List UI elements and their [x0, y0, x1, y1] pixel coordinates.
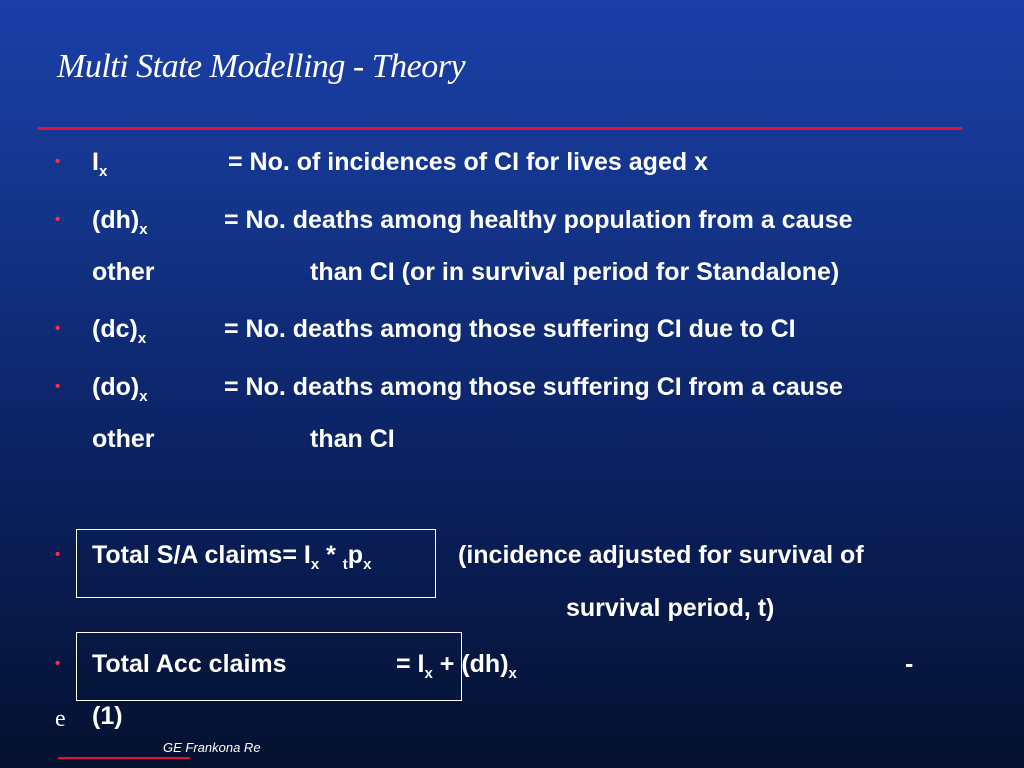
acc-claims-continuation: (1) [92, 702, 123, 730]
bullet-marker: • [55, 546, 61, 563]
definition-continuation-text: than CI [310, 425, 395, 453]
slide-title: Multi State Modelling - Theory [57, 48, 466, 85]
acc-claims-label: Total Acc claims [92, 650, 287, 678]
definition-continuation-label: other [92, 258, 155, 286]
acc-claims-subscript-x: x [424, 665, 433, 682]
term-incidences [92, 148, 108, 180]
term-label: (dc) [92, 315, 138, 343]
definition-continuation-label: other [92, 425, 155, 453]
term-other-deaths [92, 373, 148, 405]
stray-character: e [55, 706, 66, 732]
sa-claims-times: * [319, 541, 343, 569]
sa-claims-formula [92, 541, 372, 573]
sa-claims-p: p [347, 541, 364, 569]
term-subscript: x [98, 163, 108, 180]
definition-healthy-deaths: = No. deaths among healthy population from a cause [224, 206, 853, 234]
acc-claims-formula [396, 650, 517, 682]
sa-claims-label: Total S/A claims= I [92, 541, 311, 569]
acc-claims-dash: - [905, 650, 914, 678]
term-subscript: x [137, 330, 147, 347]
sa-claims-subscript-x: x [310, 556, 320, 573]
term-subscript: x [139, 221, 148, 238]
footer-brand: GE Frankona Re [163, 740, 261, 755]
definition-continuation-text: than CI (or in survival period for Standalone) [310, 258, 840, 286]
sa-claims-subscript-t: t [342, 556, 348, 573]
footer-divider [58, 757, 190, 759]
bullet-marker: • [55, 378, 61, 395]
term-subscript: x [139, 388, 148, 405]
term-label: I [92, 148, 99, 176]
term-healthy-deaths [92, 206, 148, 238]
sa-claims-note-continuation: survival period, t) [566, 594, 775, 622]
definition-other-deaths: = No. deaths among those suffering CI from a cause [224, 373, 843, 401]
title-divider [38, 127, 962, 130]
term-label: (dh) [92, 206, 140, 234]
sa-claims-note: (incidence adjusted for survival of [458, 541, 864, 569]
acc-claims-plus: + (dh) [432, 650, 509, 678]
term-ci-deaths [92, 315, 147, 347]
definition-incidences: = No. of incidences of CI for lives aged x [228, 148, 708, 176]
acc-claims-subscript-x2: x [508, 665, 517, 682]
term-label: (do) [92, 373, 140, 401]
acc-claims-eq: = I [396, 650, 425, 678]
sa-claims-subscript-px: x [363, 556, 372, 573]
definition-ci-deaths: = No. deaths among those suffering CI due to CI [224, 315, 796, 343]
bullet-marker: • [55, 153, 61, 170]
bullet-marker: • [55, 655, 61, 672]
bullet-marker: • [55, 320, 61, 337]
bullet-marker: • [55, 211, 61, 228]
